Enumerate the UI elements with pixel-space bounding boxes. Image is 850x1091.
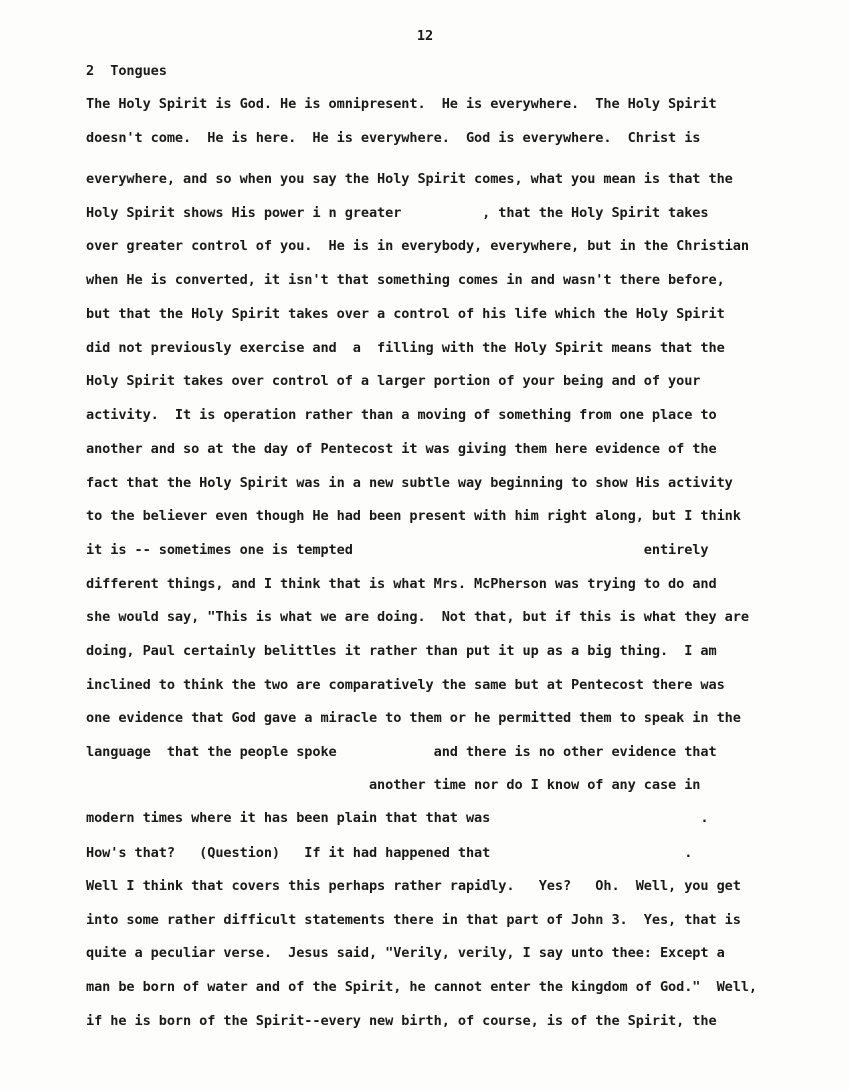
body-line-25: into some rather difficult statements there in that part of John 3. Yes, that is [86,912,741,928]
body-line-23: How's that? (Question) If it had happened that . [86,845,693,861]
body-line-5: over greater control of you. He is in everybody, everywhere, but in the Christian [86,238,749,254]
body-line-18: inclined to think the two are comparatively the same but at Pentecost there was [86,677,725,693]
body-line-27: man be born of water and of the Spirit, he cannot enter the kingdom of God." Well, [86,979,757,995]
body-line-20: language that the people spoke and there is no other evidence that [86,744,717,760]
body-line-22: modern times where it has been plain that that was . [86,810,709,826]
body-line-16: she would say, "This is what we are doing. Not that, but if this is what they are [86,609,749,625]
body-line-24: Well I think that covers this perhaps rather rapidly. Yes? Oh. Well, you get [86,878,741,894]
body-line-6: when He is converted, it isn't that something comes in and wasn't there before, [86,272,725,288]
body-line-8: did not previously exercise and a filling with the Holy Spirit means that the [86,340,725,356]
section-heading: 2 Tongues [86,63,167,79]
body-line-2: doesn't come. He is here. He is everywhere. God is everywhere. Christ is [86,130,701,146]
body-line-10: activity. It is operation rather than a moving of something from one place to [86,407,717,423]
page-number: 12 [416,28,434,44]
body-line-13: to the believer even though He had been present with him right along, but I think [86,508,741,524]
body-line-12: fact that the Holy Spirit was in a new subtle way beginning to show His activity [86,475,733,491]
body-line-21: another time nor do I know of any case in [86,777,701,793]
body-line-11: another and so at the day of Pentecost it was giving them here evidence of the [86,441,717,457]
body-line-4: Holy Spirit shows His power i n greater , that the Holy Spirit takes [86,205,709,221]
body-line-3: everywhere, and so when you say the Holy Spirit comes, what you mean is that the [86,171,733,187]
body-line-26: quite a peculiar verse. Jesus said, "Verily, verily, I say unto thee: Except a [86,945,725,961]
body-line-19: one evidence that God gave a miracle to them or he permitted them to speak in the [86,710,741,726]
body-line-1: The Holy Spirit is God. He is omnipresent. He is everywhere. The Holy Spirit [86,96,717,112]
body-line-14: it is -- sometimes one is tempted entirely [86,542,709,558]
body-line-9: Holy Spirit takes over control of a larger portion of your being and of your [86,373,701,389]
body-line-7: but that the Holy Spirit takes over a control of his life which the Holy Spirit [86,306,725,322]
body-line-15: different things, and I think that is what Mrs. McPherson was trying to do and [86,576,717,592]
body-line-17: doing, Paul certainly belittles it rather than put it up as a big thing. I am [86,643,717,659]
body-line-28: if he is born of the Spirit--every new birth, of course, is of the Spirit, the [86,1013,717,1029]
